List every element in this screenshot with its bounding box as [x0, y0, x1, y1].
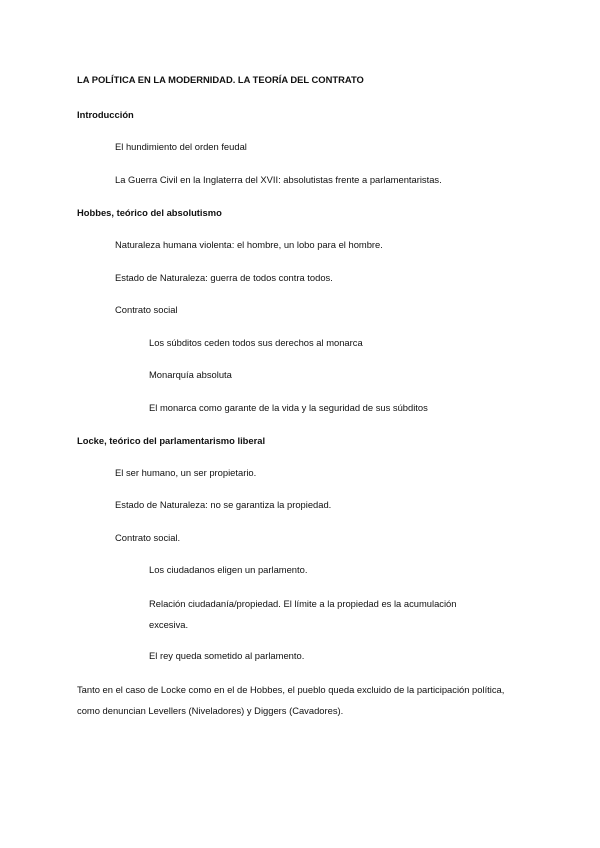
hobbes-item-3: Contrato social [115, 304, 178, 315]
section-heading-locke: Locke, teórico del parlamentarismo liberal [77, 435, 266, 446]
section-heading-introduccion: Introducción [77, 109, 134, 120]
intro-item-1: El hundimiento del orden feudal [115, 141, 247, 152]
locke-subitem-3: El rey queda sometido al parlamento. [149, 650, 305, 661]
hobbes-subitem-1: Los súbditos ceden todos sus derechos al monarca [149, 337, 363, 348]
section-heading-hobbes: Hobbes, teórico del absolutismo [77, 207, 222, 218]
locke-item-3: Contrato social. [115, 532, 181, 543]
conclusion-paragraph: Tanto en el caso de Locke como en el de Hobbes, el pueblo queda excluido de la participación política, como denuncian Levellers (Niveladores) y Diggers (Cavadores). [77, 684, 505, 716]
document-title: LA POLÍTICA EN LA MODERNIDAD. LA TEORÍA DEL CONTRATO [77, 74, 364, 85]
locke-item-1: El ser humano, un ser propietario. [115, 467, 257, 478]
hobbes-subitem-2: Monarquía absoluta [149, 369, 232, 380]
locke-subitem-1: Los ciudadanos eligen un parlamento. [149, 564, 308, 575]
locke-subitem-2: Relación ciudadanía/propiedad. El límite a la propiedad es la acumulación excesiva. [149, 598, 457, 630]
hobbes-item-1: Naturaleza humana violenta: el hombre, un lobo para el hombre. [115, 239, 383, 250]
hobbes-item-2: Estado de Naturaleza: guerra de todos contra todos. [115, 272, 333, 283]
hobbes-subitem-3: El monarca como garante de la vida y la seguridad de sus súbditos [149, 402, 428, 413]
intro-item-2: La Guerra Civil en la Inglaterra del XVII: absolutistas frente a parlamentaristas. [115, 174, 442, 185]
locke-item-2: Estado de Naturaleza: no se garantiza la propiedad. [115, 499, 332, 510]
